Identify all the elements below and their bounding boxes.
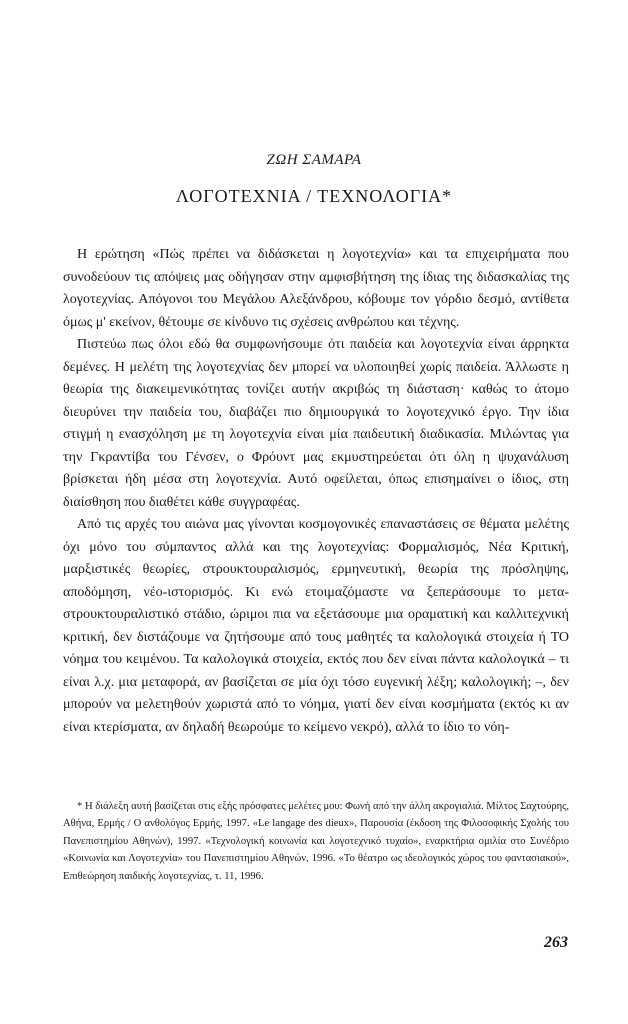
footnote-text: * Η διάλεξη αυτή βασίζεται στις εξής πρόσφατες μελέτες μου: Φωνή από την άλλη ακρογιαλιά. Μίλτος Σαχτούρης, Αθήνα, Ερμής / Ο ανθολόγος Ερμής, 1997. «Le langage des dieux», Παρουσία (έκδοση της Φιλοσοφικής Σχολής του Πανεπιστημίου Αθηνών), 1997. «Τεχνολογική κοινωνία και λογοτεχνικό τυχαίο», εναρκτήρια ομιλία στο Συνέδριο «Κοινωνία και Λογοτεχνία» του Πανεπιστημίου Αθηνών, 1996. «Το θέατρο ως ιδεολογικός χώρος του φαντασιακού», Επιθεώρηση παιδικής λογοτεχνίας, τ. 11, 1996. <box>63 801 569 882</box>
page-number: 263 <box>544 934 568 951</box>
article-title: ΛΟΓΟΤΕΧΝΙΑ / ΤΕΧΝΟΛΟΓΙΑ* <box>175 186 453 206</box>
paragraph: Από τις αρχές του αιώνα μας γίνονται κοσμογονικές επαναστάσεις σε θέματα μελέτης όχι μόνο του σύμπαντος αλλά και της λογοτεχνίας: Φορμαλισμός, Νέα Κριτική, μαρξιστικές θεωρίες, στρουκτουραλισμός, ερμηνευτική, θεωρία της πρόσληψης, αποδόμηση, νέο-ιστορισμός. Κι ενώ ετοιμαζόμαστε να ξεπεράσουμε το μετα-στρουκτουραλιστικό στάδιο, ώριμοι πια να εξετάσουμε μια οραματική και καλλιτεχνική κριτική, δεν διστάζουμε να ζητήσουμε από τους μαθητές τα καλολογικά στοιχεία ή ΤΟ νόημα του κειμένου. Τα καλολογικά στοιχεία, εκτός που δεν είναι πάντα καλολογικά – τι είναι λ.χ. μια μεταφορά, αν βασίζεται σε μία όχι τόσο ευγενική λέξη; καλολογική; –, δεν μπορούν να μελετηθούν χωριστά από το νόημα, γιατί δεν είναι κοσμήματα (εκτός κι αν είναι κτερίσματα, αν δηλαδή θεωρούμε το κείμενο νεκρό), αλλά το ίδιο το νόη- <box>63 517 569 735</box>
paragraph: Η ερώτηση «Πώς πρέπει να διδάσκεται η λογοτεχνία» και τα επιχειρήματα που συνοδεύουν τις απόψεις μας οδήγησαν στην αμφισβήτηση της ίδιας της διδασκαλίας της λογοτεχνίας. Απόγονοι του Μεγάλου Αλεξάνδρου, κόβουμε τον γόρδιο δεσμό, αντίθετα όμως μ' εκείνον, θέτουμε σε κίνδυνο τις σχέσεις ανθρώπου και τέχνης. <box>63 247 569 330</box>
footnote <box>63 798 569 885</box>
paragraph: Πιστεύω πως όλοι εδώ θα συμφωνήσουμε ότι παιδεία και λογοτεχνία είναι άρρηκτα δεμένες. Η μελέτη της λογοτεχνίας δεν μπορεί να υλοποιηθεί χωρίς παιδεία. Άλλωστε η θεωρία της διακειμενικότητας τονίζει αυτήν ακριβώς τη διάσταση· καθώς το άτομο διευρύνει την παιδεία του, διαβάζει πιο δημιουργικά το λογοτεχνικό έργο. Την ίδια στιγμή η ενασχόληση με τη λογοτεχνία είναι μία παιδευτική διαδικασία. Μιλώντας για την Γκραντίβα του Γένσεν, ο Φρόυντ μας εκμυστηρεύεται ότι όλη η ψυχανάλυση βρίσκεται ήδη μέσα στη λογοτεχνία. Αυτό οφείλεται, όπως επισημαίνει ο ίδιος, στη διαίσθηση που διαθέτει κάθε συγγραφέας. <box>63 337 569 510</box>
author-name: ΖΩΗ ΣΑΜΑΡΑ <box>266 152 362 168</box>
body-text <box>63 244 569 739</box>
